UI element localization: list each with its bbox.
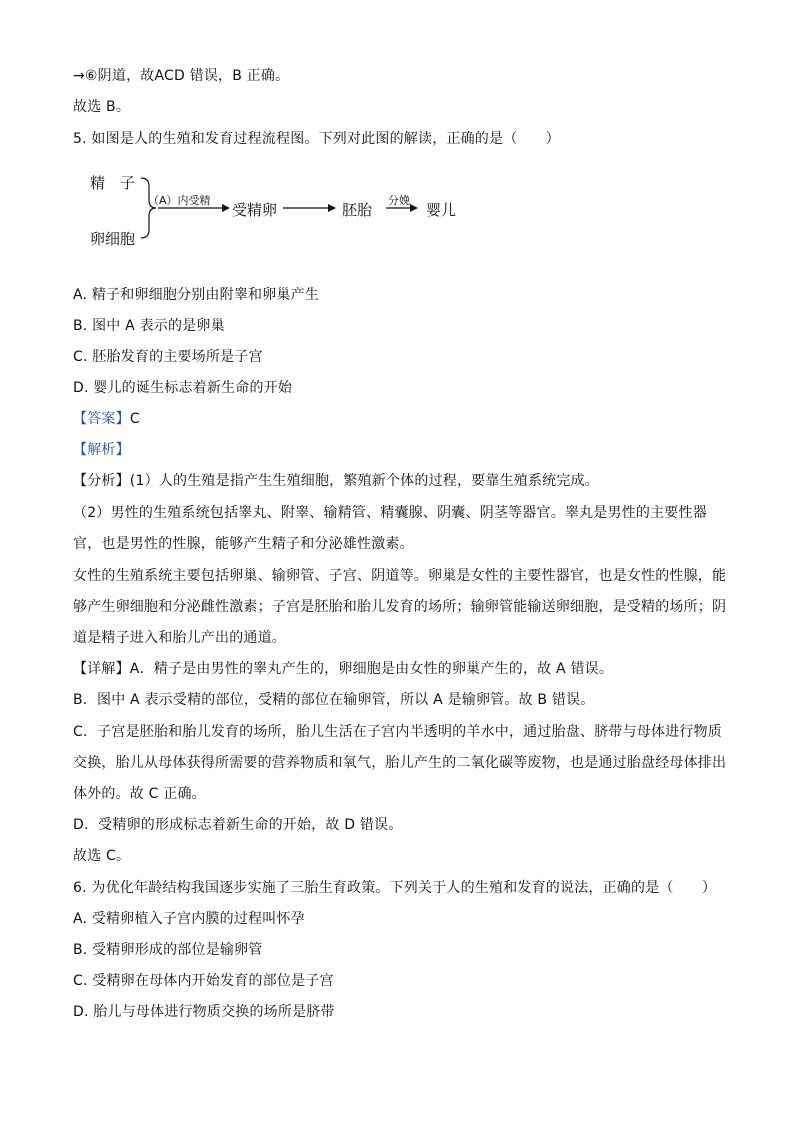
option-c: C. 受精卵在母体内开始发育的部位是子宫 bbox=[73, 973, 334, 989]
question-6-stem: 6. 为优化年龄结构我国逐步实施了三胎生育政策。下列关于人的生殖和发育的说法，正确的是（ ） bbox=[73, 880, 717, 896]
text-line: →⑥阴道，故ACD 错误，B 正确。 bbox=[73, 68, 290, 84]
answer-value: C bbox=[129, 411, 140, 427]
text-line: 女性的生殖系统主要包括卵巢、输卵管、子宫、阴道等。卵巢是女性的主要性器官，也是女性的性腺，能 bbox=[73, 568, 727, 584]
text-line: 官，也是男性的性腺，能够产生精子和分泌雄性激素。 bbox=[73, 536, 414, 552]
arrow-head bbox=[410, 204, 418, 212]
reproduction-flow-diagram bbox=[86, 168, 486, 248]
text-line: 交换，胎儿从母体获得所需要的营养物质和氧气，胎儿产生的二氧化碳等废物，也是通过胎盘经母体排出 bbox=[73, 755, 727, 771]
text-line: B．图中 A 表示受精的部位，受精的部位在输卵管，所以 A 是输卵管。故 B 错误。 bbox=[73, 692, 595, 708]
option-b: B. 图中 A 表示的是卵巢 bbox=[73, 318, 225, 334]
text-line: 故选 B。 bbox=[73, 99, 131, 115]
arrow-head bbox=[222, 204, 230, 212]
option-d: D. 胎儿与母体进行物质交换的场所是脐带 bbox=[73, 1004, 335, 1020]
text-line: 道是精子进入和胎儿产出的通道。 bbox=[73, 630, 286, 646]
text-line: 【分析】(1）人的生殖是指产生生殖细胞，繁殖新个体的过程，要靠生殖系统完成。 bbox=[73, 473, 599, 489]
text-line: 够产生卵细胞和分泌雌性激素；子宫是胚胎和胎儿发育的场所；输卵管能输送卵细胞，是受精的场所；阴 bbox=[73, 599, 727, 615]
text-line: 故选 C。 bbox=[73, 848, 131, 864]
answer-line bbox=[73, 409, 140, 429]
question-5-stem: 5. 如图是人的生殖和发育过程流程图。下列对此图的解读，正确的是（ ） bbox=[73, 131, 561, 147]
option-a: A. 精子和卵细胞分别由附睾和卵巢产生 bbox=[73, 287, 320, 303]
fertilization-label: （A）内受精 bbox=[148, 194, 211, 207]
sperm-label: 精 子 bbox=[90, 174, 136, 192]
text-line: 体外的。故 C 正确。 bbox=[73, 786, 206, 802]
embryo-label: 胚胎 bbox=[342, 201, 373, 219]
text-line: C．子宫是胚胎和胎儿发育的场所，胎儿生活在子宫内半透明的羊水中，通过胎盘、脐带与母体进行物质 bbox=[73, 724, 722, 740]
childbirth-label: 分娩 bbox=[388, 194, 410, 207]
text-line: D．受精卵的形成标志着新生命的开始，故 D 错误。 bbox=[73, 817, 403, 833]
option-d: D. 婴儿的诞生标志着新生命的开始 bbox=[73, 380, 293, 396]
option-b: B. 受精卵形成的部位是输卵管 bbox=[73, 942, 263, 958]
option-a: A. 受精卵植入子宫内膜的过程叫怀孕 bbox=[73, 911, 305, 927]
answer-tag: 【答案】 bbox=[73, 411, 130, 427]
text-line: （2）男性的生殖系统包括睾丸、附睾、输精管、精囊腺、阴囊、阴茎等器官。睾丸是男性的主要性器 bbox=[73, 505, 707, 521]
brace-shape bbox=[141, 178, 156, 238]
option-c: C. 胚胎发育的主要场所是子宫 bbox=[73, 349, 263, 365]
baby-label: 婴儿 bbox=[426, 201, 457, 219]
arrow-head bbox=[328, 204, 336, 212]
zygote-label: 受精卵 bbox=[232, 201, 278, 219]
egg-cell-label: 卵细胞 bbox=[90, 230, 136, 248]
analysis-tag: 【解析】 bbox=[73, 442, 130, 458]
text-line: 【详解】A．精子是由男性的睾丸产生的，卵细胞是由女性的卵巢产生的，故 A 错误。 bbox=[73, 661, 614, 677]
